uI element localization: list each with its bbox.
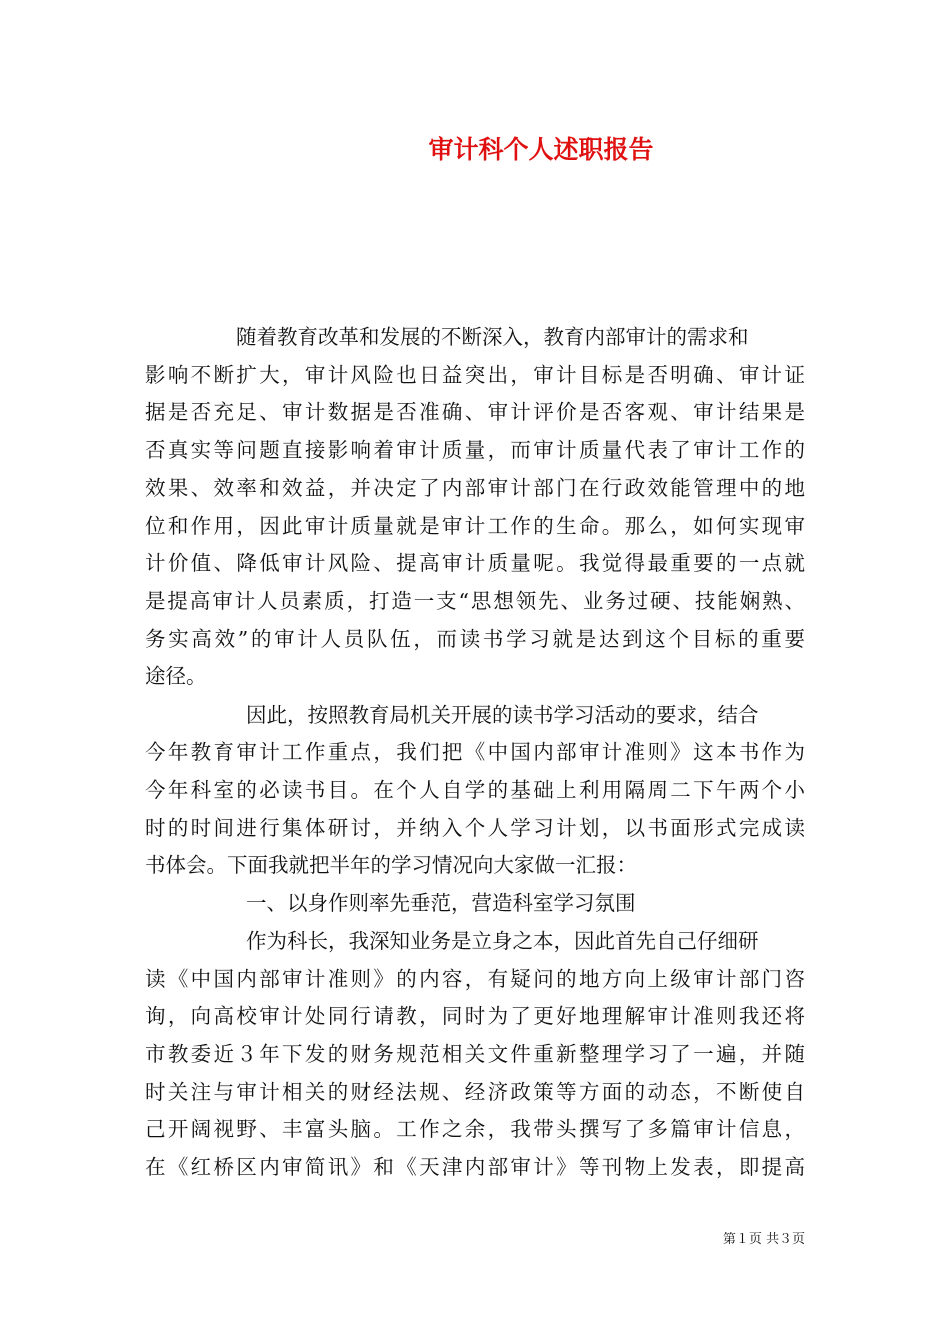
text-line: 因此，按照教育局机关开展的读书学习活动的要求，结合 [246, 703, 759, 727]
text-line: 作为科长，我深知业务是立身之本，因此首先自己仔细研 [246, 929, 759, 953]
text-line: 否真实等问题直接影响着审计质量，而审计质量代表了审计工作的 [145, 438, 805, 462]
text-line: 在《红桥区内审简讯》和《天津内部审计》等刊物上发表，即提高 [145, 1155, 805, 1179]
document-title: 审计科个人述职报告 [428, 135, 654, 164]
text-line: 是提高审计人员素质，打造一支“思想领先、业务过硬、技能娴熟、 [145, 589, 805, 613]
page-footer: 第１页 共３页 [722, 1232, 805, 1247]
section-heading: 一、以身作则率先垂范，营造科室学习氛围 [246, 891, 636, 915]
text-line: 询，向高校审计处同行请教，同时为了更好地理解审计准则我还将 [145, 1004, 805, 1028]
text-line: 位和作用，因此审计质量就是审计工作的生命。那么，如何实现审 [145, 514, 805, 538]
text-line: 时的时间进行集体研讨，并纳入个人学习计划，以书面形式完成读 [145, 816, 805, 840]
text-line: 书体会。下面我就把半年的学习情况向大家做一汇报： [145, 853, 637, 877]
text-line: 时关注与审计相关的财经法规、经济政策等方面的动态，不断使自 [145, 1080, 805, 1104]
text-line: 途径。 [145, 664, 207, 688]
text-line: 据是否充足、审计数据是否准确、审计评价是否客观、审计结果是 [145, 400, 805, 424]
text-line: 己开阔视野、丰富头脑。工作之余，我带头撰写了多篇审计信息， [145, 1117, 805, 1141]
text-line: 今年教育审计工作重点，我们把《中国内部审计准则》这本书作为 [145, 740, 805, 764]
text-line: 计价值、降低审计风险、提高审计质量呢。我觉得最重要的一点就 [145, 551, 805, 575]
text-line: 随着教育改革和发展的不断深入，教育内部审计的需求和 [236, 325, 749, 349]
text-line: 市教委近３年下发的财务规范相关文件重新整理学习了一遍，并随 [145, 1042, 805, 1066]
text-line: 影响不断扩大，审计风险也日益突出，审计目标是否明确、审计证 [145, 363, 805, 387]
text-line: 效果、效率和效益，并决定了内部审计部门在行政效能管理中的地 [145, 476, 805, 500]
text-line: 今年科室的必读书目。在个人自学的基础上利用隔周二下午两个小 [145, 778, 805, 802]
text-line: 务实高效”的审计人员队伍，而读书学习就是达到这个目标的重要 [145, 627, 805, 651]
text-line: 读《中国内部审计准则》的内容，有疑问的地方向上级审计部门咨 [145, 967, 805, 991]
